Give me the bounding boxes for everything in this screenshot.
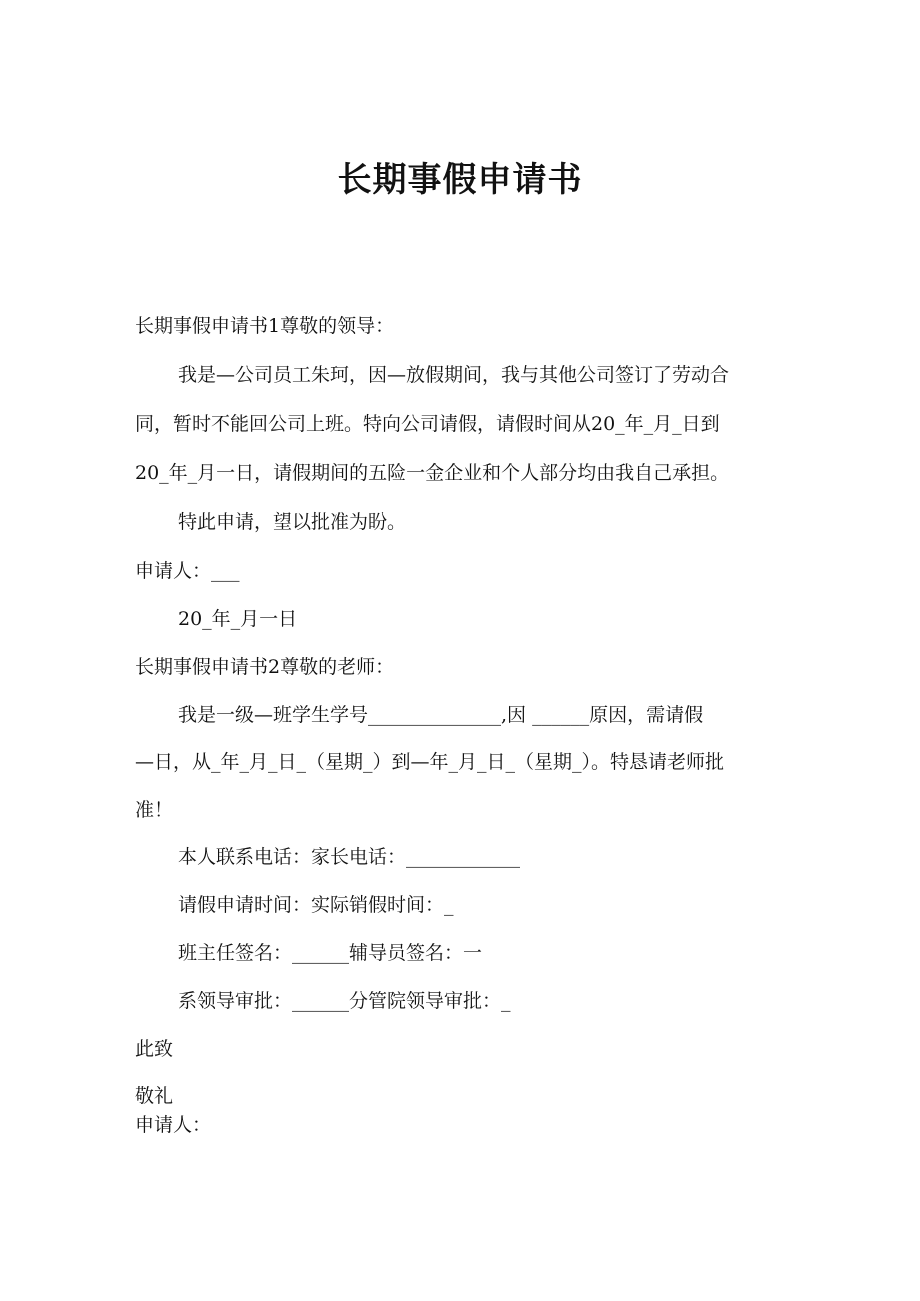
section-2-field-phone: 本人联系电话：家长电话：____________ xyxy=(178,846,521,868)
section-2-body-line-1: 我是一级—班学生学号______________,因 ______原因，需请假 xyxy=(178,704,704,726)
section-1-applicant: 申请人：___ xyxy=(135,560,240,582)
document-title: 长期事假申请书 xyxy=(337,160,583,200)
section-1-body-line-2: 同，暂时不能回公司上班。特向公司请假，请假时间从20_年_月_日到 xyxy=(135,413,720,435)
section-1-heading: 长期事假申请书1尊敬的领导： xyxy=(135,315,395,337)
section-2-field-signatures: 班主任签名：______辅导员签名：一 xyxy=(178,942,483,964)
section-1-body-line-3: 20_年_月一日，请假期间的五险一金企业和个人部分均由我自己承担。 xyxy=(135,462,730,484)
section-1-body-line-1: 我是—公司员工朱珂，因—放假期间，我与其他公司签订了劳动合 xyxy=(178,364,730,386)
section-2-body-line-2: —日，从_年_月_日_（星期_）到—年_月_日_（星期_）。特恳请老师批 xyxy=(135,751,725,773)
section-1-closing-request: 特此申请，望以批准为盼。 xyxy=(178,511,407,533)
section-2-heading: 长期事假申请书2尊敬的老师： xyxy=(135,656,395,678)
section-2-closing-1: 此致 xyxy=(135,1038,174,1060)
section-1-date: 20_年_月一日 xyxy=(178,608,298,630)
section-2-field-leave-time: 请假申请时间：实际销假时间：_ xyxy=(178,894,454,916)
section-2-body-line-3: 准！ xyxy=(135,799,174,821)
section-2-applicant: 申请人： xyxy=(135,1114,212,1136)
section-2-field-approvals: 系领导审批：______分管院领导审批：_ xyxy=(178,990,511,1012)
section-2-closing-2: 敬礼 xyxy=(135,1085,174,1107)
